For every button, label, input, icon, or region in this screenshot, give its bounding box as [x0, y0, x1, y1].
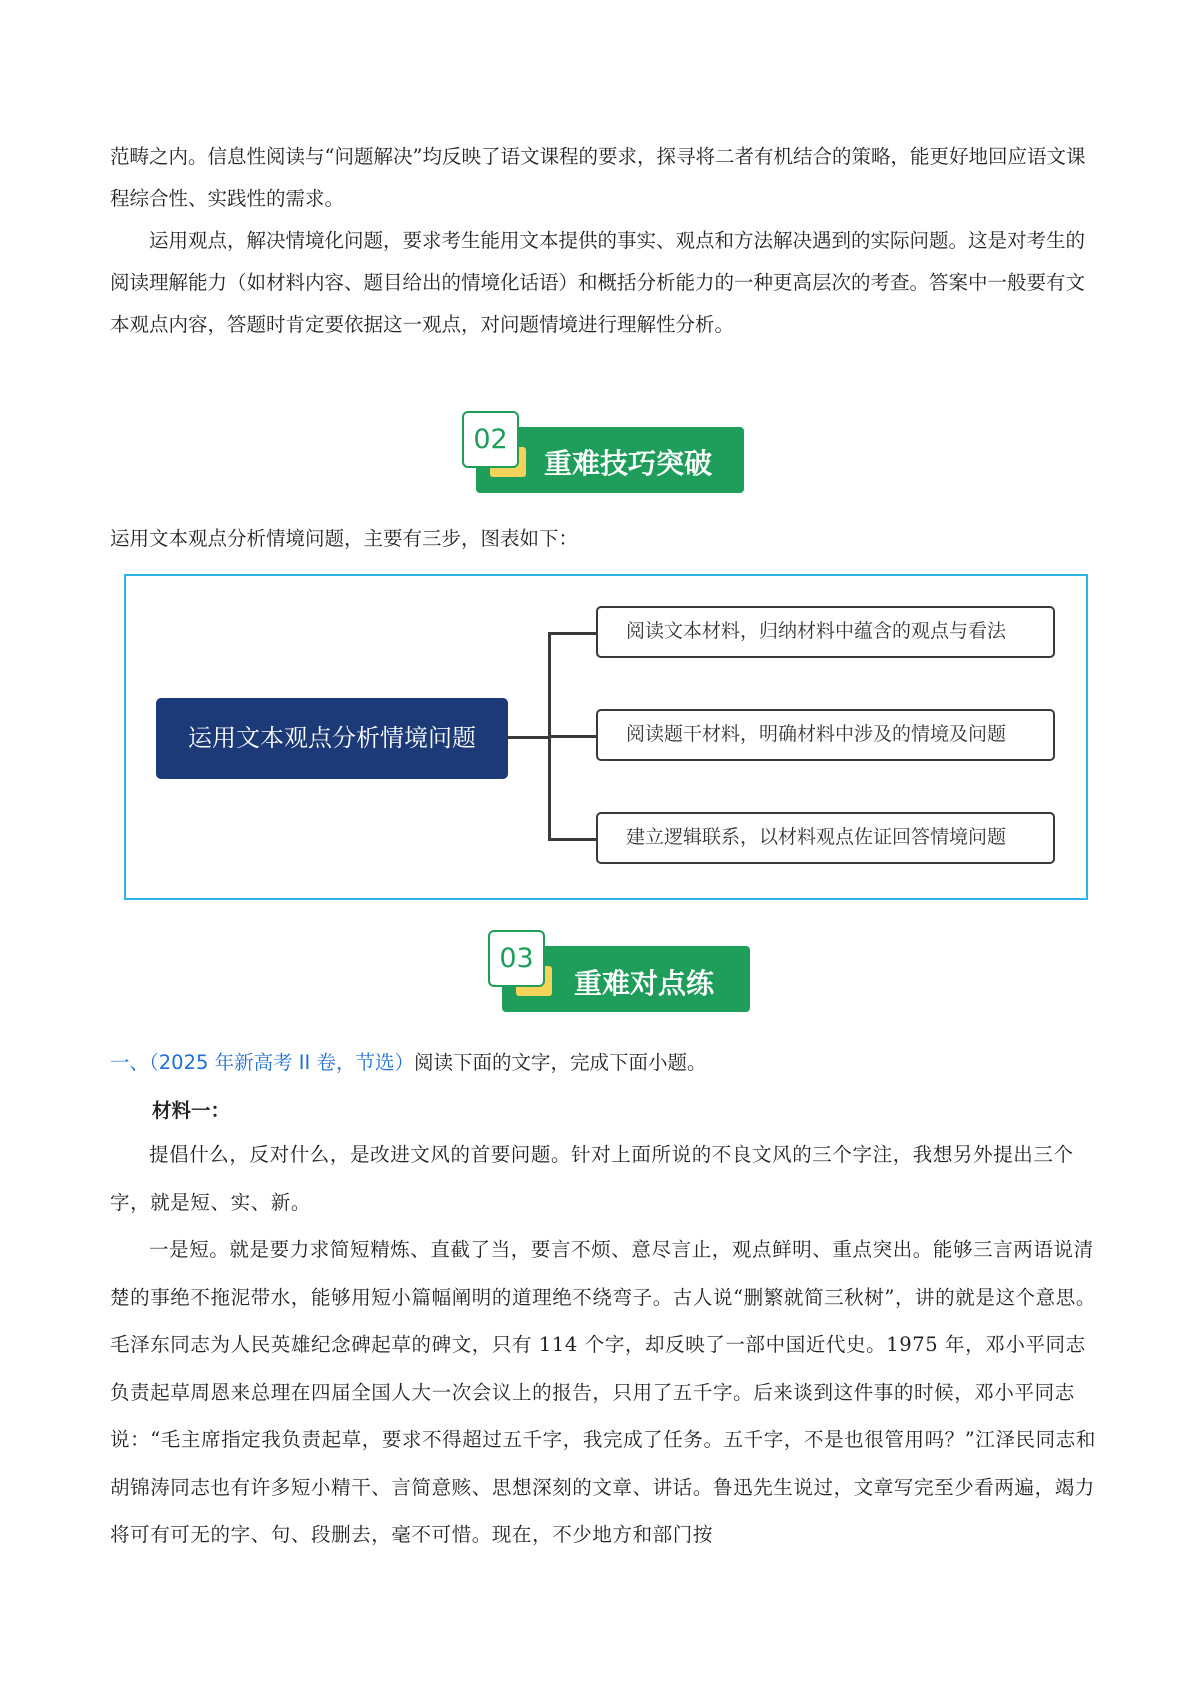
diagram-branch-2: 阅读题干材料，明确材料中涉及的情境及问题 [596, 709, 1055, 761]
material-paragraph-2: 一是短。就是要力求简短精炼、直截了当，要言不烦、意尽言止，观点鲜明、重点突出。能够三言两语说清楚的事绝不拖泥带水，能够用短小篇幅阐明的道理绝不绕弯子。古人说“删繁就简三秋树”，讲的就是这个意思。毛泽东同志为人民英雄纪念碑起草的碑文，只有 114 个字，却反映了一部中国近代史。1975 年，邓小平同志负责起草周恩来总理在四届全国人大一次会议上的报告，只用了五千字。后来谈到这件事的时候，邓小平同志说：“毛主席指定我负责起草，要求不得超过五千字，我完成了任务。五千字，不是也很管用吗？”江泽民同志和胡锦涛同志也有许多短小精干、言简意赅、思想深刻的文章、讲话。鲁迅先生说过，文章写完至少看两遍，竭力将可有可无的字、句、段删去，毫不可惜。现在，不少地方和部门按 [110, 1238, 1096, 1546]
diagram-intro: 运用文本观点分析情境问题，主要有三步，图表如下： [110, 527, 579, 550]
question-instruction: 阅读下面的文字，完成下面小题。 [413, 1051, 707, 1074]
material-label: 材料一： [152, 1099, 231, 1122]
connector-branch-1 [548, 632, 596, 635]
intro-paragraph-1: 范畴之内。信息性阅读与“问题解决”均反映了语文课程的要求，探寻将二者有机结合的策略，能更好地回应语文课程综合性、实践性的需求。 [110, 145, 1086, 210]
connector-horizontal [508, 736, 548, 739]
material-paragraph-1: 提倡什么，反对什么，是改进文风的首要问题。针对上面所说的不良文风的三个字注，我想另外提出三个字，就是短、实、新。 [110, 1143, 1074, 1214]
section-title: 重难技巧突破 [544, 447, 713, 480]
diagram-branch-1: 阅读文本材料，归纳材料中蕴含的观点与看法 [596, 606, 1055, 658]
intro-paragraph-2: 运用观点，解决情境化问题，要求考生能用文本提供的事实、观点和方法解决遇到的实际问题。这是对考生的阅读理解能力（如材料内容、题目给出的情境化话语）和概括分析能力的一种更高层次的考查。答案中一般要有文本观点内容，答题时肯定要依据这一观点，对问题情境进行理解性分析。 [110, 229, 1086, 336]
section-number: 02 [462, 411, 519, 468]
question-heading [110, 1042, 707, 1084]
question-source: 一、（2025 年新高考 II 卷，节选） [110, 1051, 414, 1074]
diagram-branch-3: 建立逻辑联系，以材料观点佐证回答情境问题 [596, 812, 1055, 864]
connector-branch-3 [548, 838, 596, 841]
section-number: 03 [488, 930, 545, 987]
connector-branch-2 [548, 735, 596, 738]
section-title: 重难对点练 [574, 967, 715, 1000]
diagram-root-node: 运用文本观点分析情境问题 [156, 698, 508, 779]
